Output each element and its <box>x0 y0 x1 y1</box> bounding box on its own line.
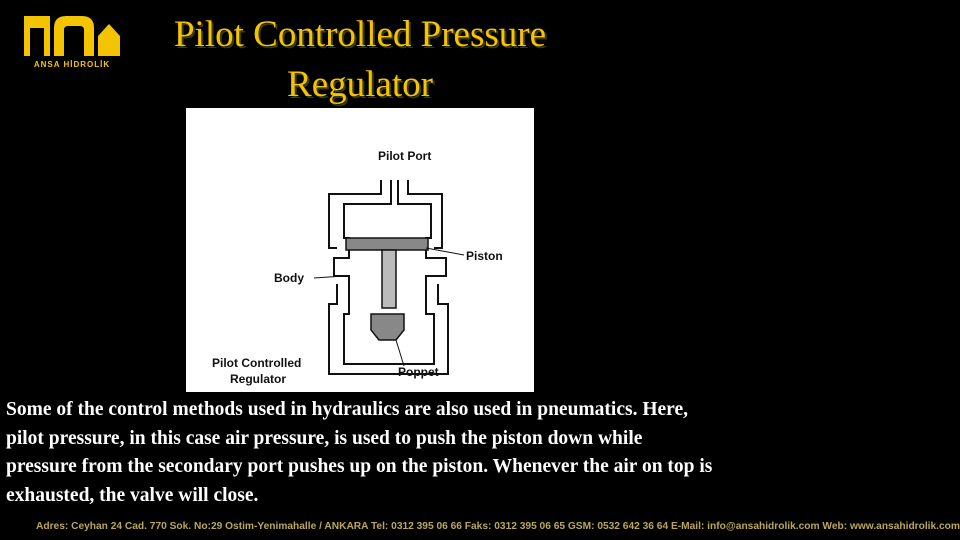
regulator-diagram <box>186 108 534 392</box>
body-label: Body <box>274 271 304 285</box>
poppet-label: Poppet <box>398 365 439 379</box>
pilot-port-label: Pilot Port <box>378 149 432 163</box>
logo-wordmark: ANSA HİDROLİK <box>33 60 111 69</box>
piston <box>346 238 428 308</box>
slide-title: Pilot Controlled Pressure Regulator <box>173 14 547 105</box>
contact-footer: Adres: Ceyhan 24 Cad. 770 Sok. No:29 Ostim-Yenimahalle / ANKARA Tel: 0312 395 06 66 Faks: 0312 395 06 65 GSM: 0532 642 36 64 E-Mail: info@ansahidrolik.com Web: www.ansahidrolik.com <box>36 521 960 532</box>
caption-line-2: Regulator <box>230 372 287 386</box>
poppet <box>371 314 404 340</box>
piston-label: Piston <box>466 249 503 263</box>
body-paragraph: Some of the control methods used in hydraulics are also used in pneumatics. Here, pilot pressure, in this case air pressure, is used to push the piston down while pressure from the secondary port pushes up on the piston. Whenever the air on top is exhausted, the valve will close. <box>6 399 713 506</box>
ansa-hidrolik-logo <box>20 14 124 84</box>
caption-line-1: Pilot Controlled <box>212 356 302 370</box>
